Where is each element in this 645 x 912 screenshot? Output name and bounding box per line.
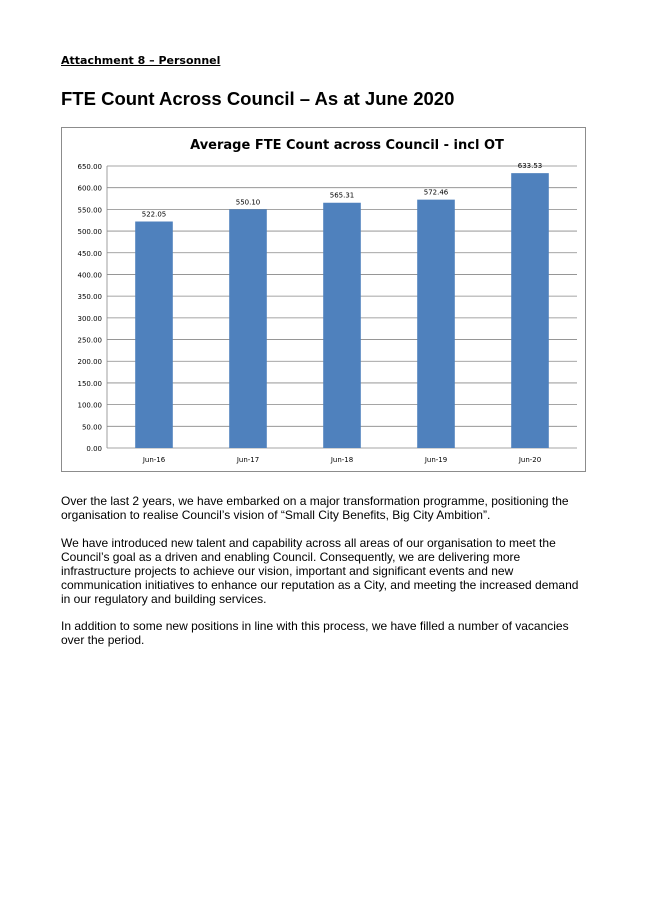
- data-label: 522.05: [141, 210, 167, 219]
- y-tick-label: 50.00: [81, 423, 102, 432]
- chart-title: Average FTE Count across Council - incl OT: [190, 138, 504, 153]
- data-label: 550.10: [235, 198, 261, 207]
- y-tick-label: 650.00: [77, 163, 102, 171]
- attachment-label: Attachment 8 – Personnel: [61, 54, 221, 67]
- y-tick-label: 550.00: [77, 206, 102, 215]
- y-tick-label: 150.00: [77, 379, 102, 388]
- y-tick-label: 250.00: [77, 336, 102, 345]
- data-label: 572.46: [423, 188, 449, 197]
- x-tick-label: Jun-19: [424, 456, 448, 464]
- bar-chart: [62, 128, 587, 473]
- bar-jun-18: [323, 203, 361, 448]
- x-tick-label: Jun-16: [142, 456, 166, 464]
- y-tick-label: 100.00: [77, 401, 102, 410]
- x-tick-label: Jun-17: [236, 456, 260, 464]
- y-tick-label: 400.00: [77, 271, 102, 280]
- y-tick-label: 200.00: [77, 358, 102, 367]
- page-title: FTE Count Across Council – As at June 2020: [61, 88, 455, 109]
- chart-container: [61, 127, 586, 472]
- data-label: 565.31: [329, 191, 355, 200]
- y-tick-label: 300.00: [77, 314, 102, 323]
- bar-jun-17: [229, 209, 267, 448]
- bar-jun-16: [135, 222, 173, 448]
- x-tick-label: Jun-20: [518, 456, 542, 464]
- bar-jun-20: [511, 173, 549, 448]
- y-tick-label: 450.00: [77, 249, 102, 258]
- x-tick-label: Jun-18: [330, 456, 354, 464]
- y-tick-label: 500.00: [77, 228, 102, 237]
- y-tick-label: 600.00: [77, 184, 102, 193]
- bar-jun-19: [417, 200, 455, 448]
- y-tick-label: 350.00: [77, 293, 102, 302]
- y-tick-label: 0.00: [86, 445, 102, 453]
- paragraph-talent: We have introduced new talent and capability across all areas of our organisation to meet the Council’s goal as a driven and enabling Council. Consequently, we are delivering more infrastructure projects to achieve our vision, important and significant events and new communication initiatives to enhance our reputation as a City, and meeting the increased demand in our regulatory and building services.: [61, 536, 579, 606]
- paragraph-vacancies: In addition to some new positions in line with this process, we have filled a number of vacancies over the period.: [61, 619, 569, 647]
- data-label: 633.53: [517, 162, 543, 171]
- paragraph-transformation: Over the last 2 years, we have embarked on a major transformation programme, positioning the organisation to realise Council’s vision of “Small City Benefits, Big City Ambition”.: [61, 494, 569, 522]
